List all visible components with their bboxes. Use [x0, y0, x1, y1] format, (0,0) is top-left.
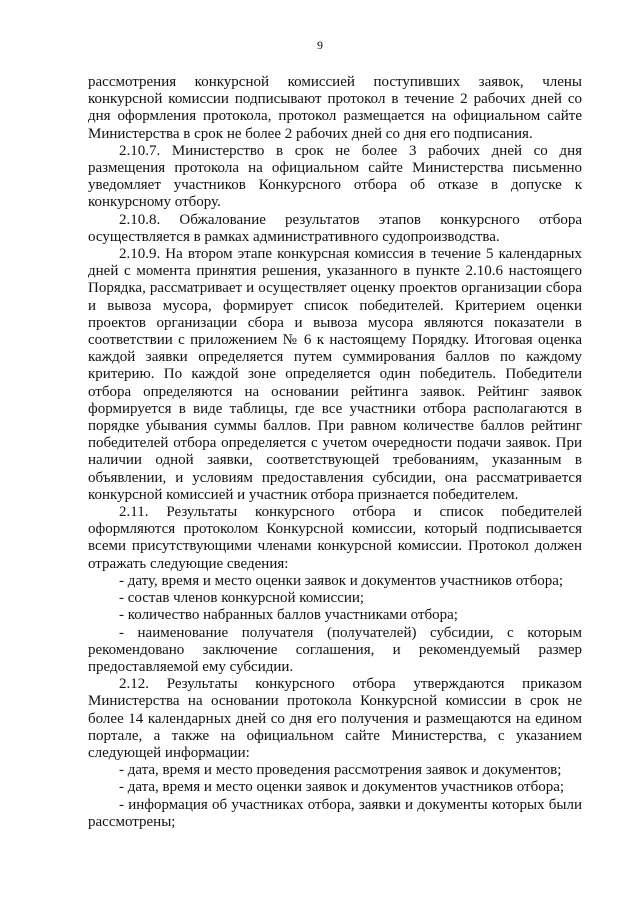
paragraph-2-10-7: 2.10.7. Министерство в срок не более 3 рабочих дней со дня размещения протокола на официальном сайте Министерства письменно уведомляет участников Конкурсного отбора об отказе в допуске к конкурсному отбору.	[88, 142, 582, 211]
document-body	[88, 74, 582, 831]
list-item: - дату, время и место оценки заявок и документов участников отбора;	[119, 572, 564, 589]
page-number: 9	[317, 38, 323, 52]
paragraph-2-10-8: 2.10.8. Обжалование результатов этапов конкурсного отбора осуществляется в рамках административного судопроизводства.	[88, 211, 582, 245]
paragraph-2-11: 2.11. Результаты конкурсного отбора и список победителей оформляются протоколом Конкурсной комиссии, который подписывается всеми присутствующими членами конкурсной комиссии. Протокол должен отражать следующие сведения:	[88, 504, 582, 572]
paragraph-continuation: рассмотрения конкурсной комиссией поступивших заявок, члены конкурсной комиссии подписывают протокол в течение 2 рабочих дней со дня оформления протокола, протокол размещается на официальном сайте Министерства в срок не более 2 рабочих дней со дня его подписания.	[88, 74, 582, 142]
list-item: - состав членов конкурсной комиссии;	[119, 590, 365, 607]
list-item: - количество набранных баллов участниками отбора;	[119, 607, 458, 624]
paragraph-2-10-9: 2.10.9. На втором этапе конкурсная комиссия в течение 5 календарных дней с момента принятия решения, указанного в пункте 2.10.6 настоящего Порядка, рассматривает и осуществляет оценку проектов организации сбора и вывоза мусора, формирует список победителей. Критерием оценки проектов организации сбора и вывоза мусора являются показатели в соответствии с приложением № 6 к настоящему Порядку. Итоговая оценка каждой заявки определяется путем суммирования баллов по каждому критерию. По каждой зоне определяется один победитель. Победители отбора определяются на основании рейтинга заявок. Рейтинг заявок формируется в виде таблицы, где все участники отбора располагаются в порядке убывания суммы баллов. При равном количестве баллов рейтинг победителей отбора определяется с учетом очередности подачи заявок. При наличии одной заявки, соответствующей требованиям, указанным в объявлении, и условиям предоставления субсидии, она рассматривается конкурсной комиссией и участник отбора признается победителем.	[88, 246, 582, 503]
list-item: - информация об участниках отбора, заявки и документы которых были рассмотрены;	[88, 796, 582, 830]
list-item: - дата, время и место оценки заявок и документов участников отбора;	[119, 779, 565, 796]
list-item: - наименование получателя (получателей) субсидии, с которым рекомендовано заключение соглашения, и рекомендуемый размер предоставляемой ему субсидии.	[88, 624, 582, 675]
paragraph-2-12: 2.12. Результаты конкурсного отбора утверждаются приказом Министерства на основании протокола Конкурсной комиссии в срок не более 14 календарных дней со дня его получения и размещаются на едином портале, а также на официальном сайте Министерства, с указанием следующей информации:	[88, 676, 582, 761]
list-item: - дата, время и место проведения рассмотрения заявок и документов;	[119, 762, 562, 779]
